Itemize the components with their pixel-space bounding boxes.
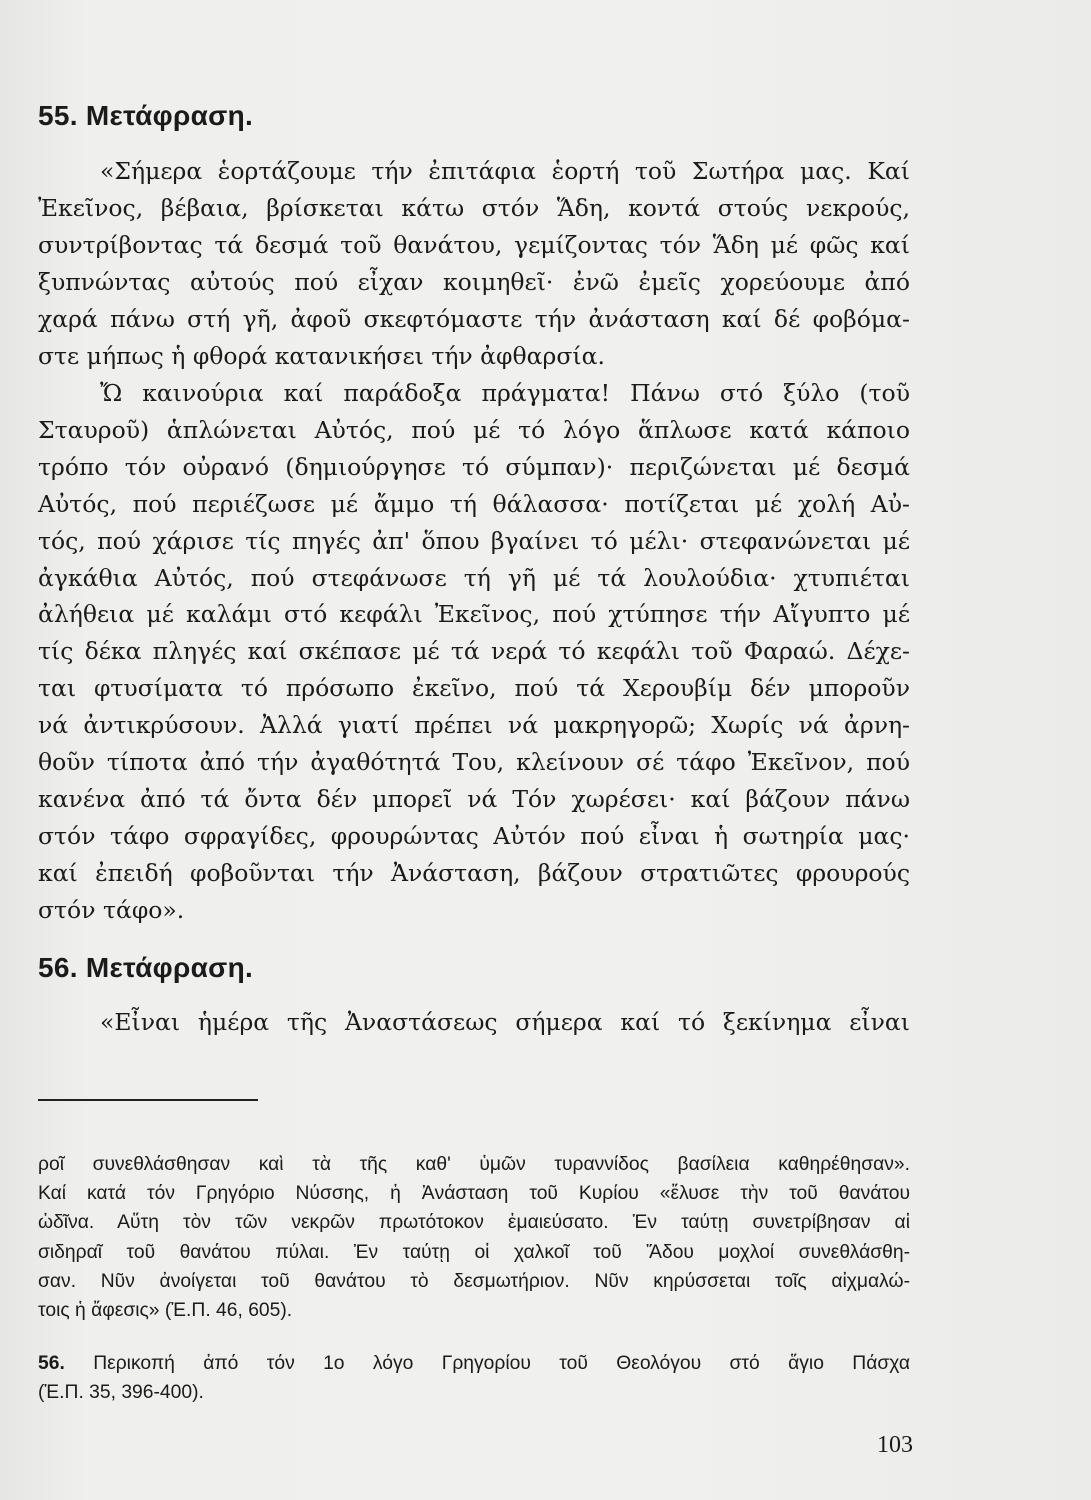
section-55-paragraph-1	[38, 153, 910, 374]
text-line: Αὐτός, πού περιέζωσε μέ ἄμμο τή θάλασσα· ποτίζεται μέ χολή Αὐ-	[38, 489, 910, 518]
text-line: συντρίβοντας τά δεσμά τοῦ θανάτου, γεμίζοντας τόν Ἅδη μέ φῶς καί	[38, 230, 910, 259]
text-line: χαρά πάνω στή γῆ, ἀφοῦ σκεφτόμαστε τήν ἀνάσταση καί δέ φοβόμα-	[38, 304, 910, 333]
footnote-divider	[38, 1099, 258, 1101]
footnote-56	[38, 1349, 910, 1407]
footnote-number: 56.	[38, 1353, 65, 1374]
text-line: θοῦν τίποτα ἀπό τήν ἀγαθότητά Του, κλείνουν σέ τάφο Ἐκεῖνον, πού	[38, 748, 910, 777]
text-line: στόν τάφο».	[38, 895, 185, 924]
section-55-paragraph-2	[38, 375, 910, 929]
text-line: ἀγκάθια Αὐτός, πού στεφάνωσε τή γῆ μέ τά λουλούδια· χτυπιέται	[38, 563, 910, 592]
section-56-heading: 56. Μετάφραση.	[38, 952, 254, 983]
text-line: στόν τάφο σφραγίδες, φρουρώντας Αὐτόν πού εἶναι ἡ σωτηρία μας·	[38, 821, 910, 850]
footnote-line: (Ἐ.Π. 35, 396-400).	[38, 1382, 204, 1404]
text-line: τίς δέκα πληγές καί σκέπασε μέ τά νερά τό κεφάλι τοῦ Φαραώ. Δέχε-	[38, 637, 910, 666]
text-line: ἀλήθεια μέ καλάμι στό κεφάλι Ἐκεῖνος, πού χτύπησε τήν Αἴγυπτο μέ	[38, 600, 910, 629]
footnote-line: σαν. Νῦν ἀνοίγεται τοῦ θανάτου τὸ δεσμωτήριον. Νῦν κηρύσσεται τοῖς αἰχμαλώ-	[38, 1270, 910, 1292]
page-number: 103	[877, 1432, 913, 1458]
text-line: «Σήμερα ἑορτάζουμε τήν ἐπιτάφια ἑορτή τοῦ Σωτήρα μας. Καί	[100, 157, 910, 185]
text-line: καί ἐπειδή φοβοῦνται τήν Ἀνάσταση, βάζουν στρατιῶτες φρουρούς	[38, 858, 910, 887]
text-line: τός, πού χάρισε τίς πηγές ἀπ' ὅπου βγαίνει τό μέλι· στεφανώνεται μέ	[38, 526, 910, 555]
text-line: Σταυροῦ) ἁπλώνεται Αὐτός, πού μέ τό λόγο ἅπλωσε κατά κάποιο	[38, 415, 910, 444]
text-line: νά ἀντικρύσουν. Ἀλλά γιατί πρέπει νά μακρηγορῶ; Χωρίς νά ἀρνη-	[38, 711, 910, 740]
text-line: ξυπνώντας αὐτούς πού εἶχαν κοιμηθεῖ· ἐνῶ ἐμεῖς χορεύουμε ἀπό	[38, 267, 910, 296]
footnote-continued	[38, 1150, 910, 1325]
text-line: τρόπο τόν οὐρανό (δημιούργησε τό σύμπαν)· περιζώνεται μέ δεσμά	[38, 452, 910, 481]
text-line: ται φτυσίματα τό πρόσωπο ἐκεῖνο, πού τά Χερουβίμ δέν μποροῦν	[38, 674, 910, 703]
text-line: στε μήπως ἡ φθορά κατανικήσει τήν ἀφθαρσία.	[38, 341, 605, 370]
section-55-heading: 55. Μετάφραση.	[38, 100, 254, 131]
text-line: Ἐκεῖνος, βέβαια, βρίσκεται κάτω στόν Ἅδη, κοντά στούς νεκρούς,	[38, 193, 910, 222]
text-line: κανένα ἀπό τά ὄντα δέν μπορεῖ νά Τόν χωρέσει· καί βάζουν πάνω	[38, 784, 910, 813]
footnote-line: ὠδῖνα. Αὕτη τὸν τῶν νεκρῶν πρωτότοκον ἐμαιεύσατο. Ἐν ταύτῃ συνετρίβησαν αἱ	[38, 1212, 910, 1234]
section-56-paragraph-1	[38, 1004, 910, 1041]
footnote-line: σιδηραῖ τοῦ θανάτου πύλαι. Ἐν ταύτῃ οἱ χαλκοῖ τοῦ Ἅδου μοχλοί συνεθλάσθη-	[38, 1241, 910, 1263]
footnote-text: Περικοπή ἀπό τόν 1ο λόγο Γρηγορίου τοῦ Θεολόγου στό ἅγιο Πάσχα	[93, 1353, 911, 1374]
text-line: «Εἶναι ἡμέρα τῆς Ἀναστάσεως σήμερα καί τό ξεκίνημα εἶναι	[100, 1008, 910, 1036]
text-line: Ὤ καινούρια καί παράδοξα πράγματα! Πάνω στό ξύλο (τοῦ	[100, 379, 910, 407]
footnote-line: τοις ἡ ἄφεσις» (Ἐ.Π. 46, 605).	[38, 1300, 293, 1322]
footnote-line	[38, 1349, 910, 1378]
footnote-line: Καί κατά τόν Γρηγόριο Νύσσης, ἡ Ἀνάσταση τοῦ Κυρίου «ἔλυσε τὴν τοῦ θανάτου	[38, 1183, 910, 1205]
footnote-line: ροῖ συνεθλάσθησαν καὶ τὰ τῆς καθ' ὑμῶν τυραννίδος βασίλεια καθηρέθησαν».	[38, 1154, 910, 1175]
